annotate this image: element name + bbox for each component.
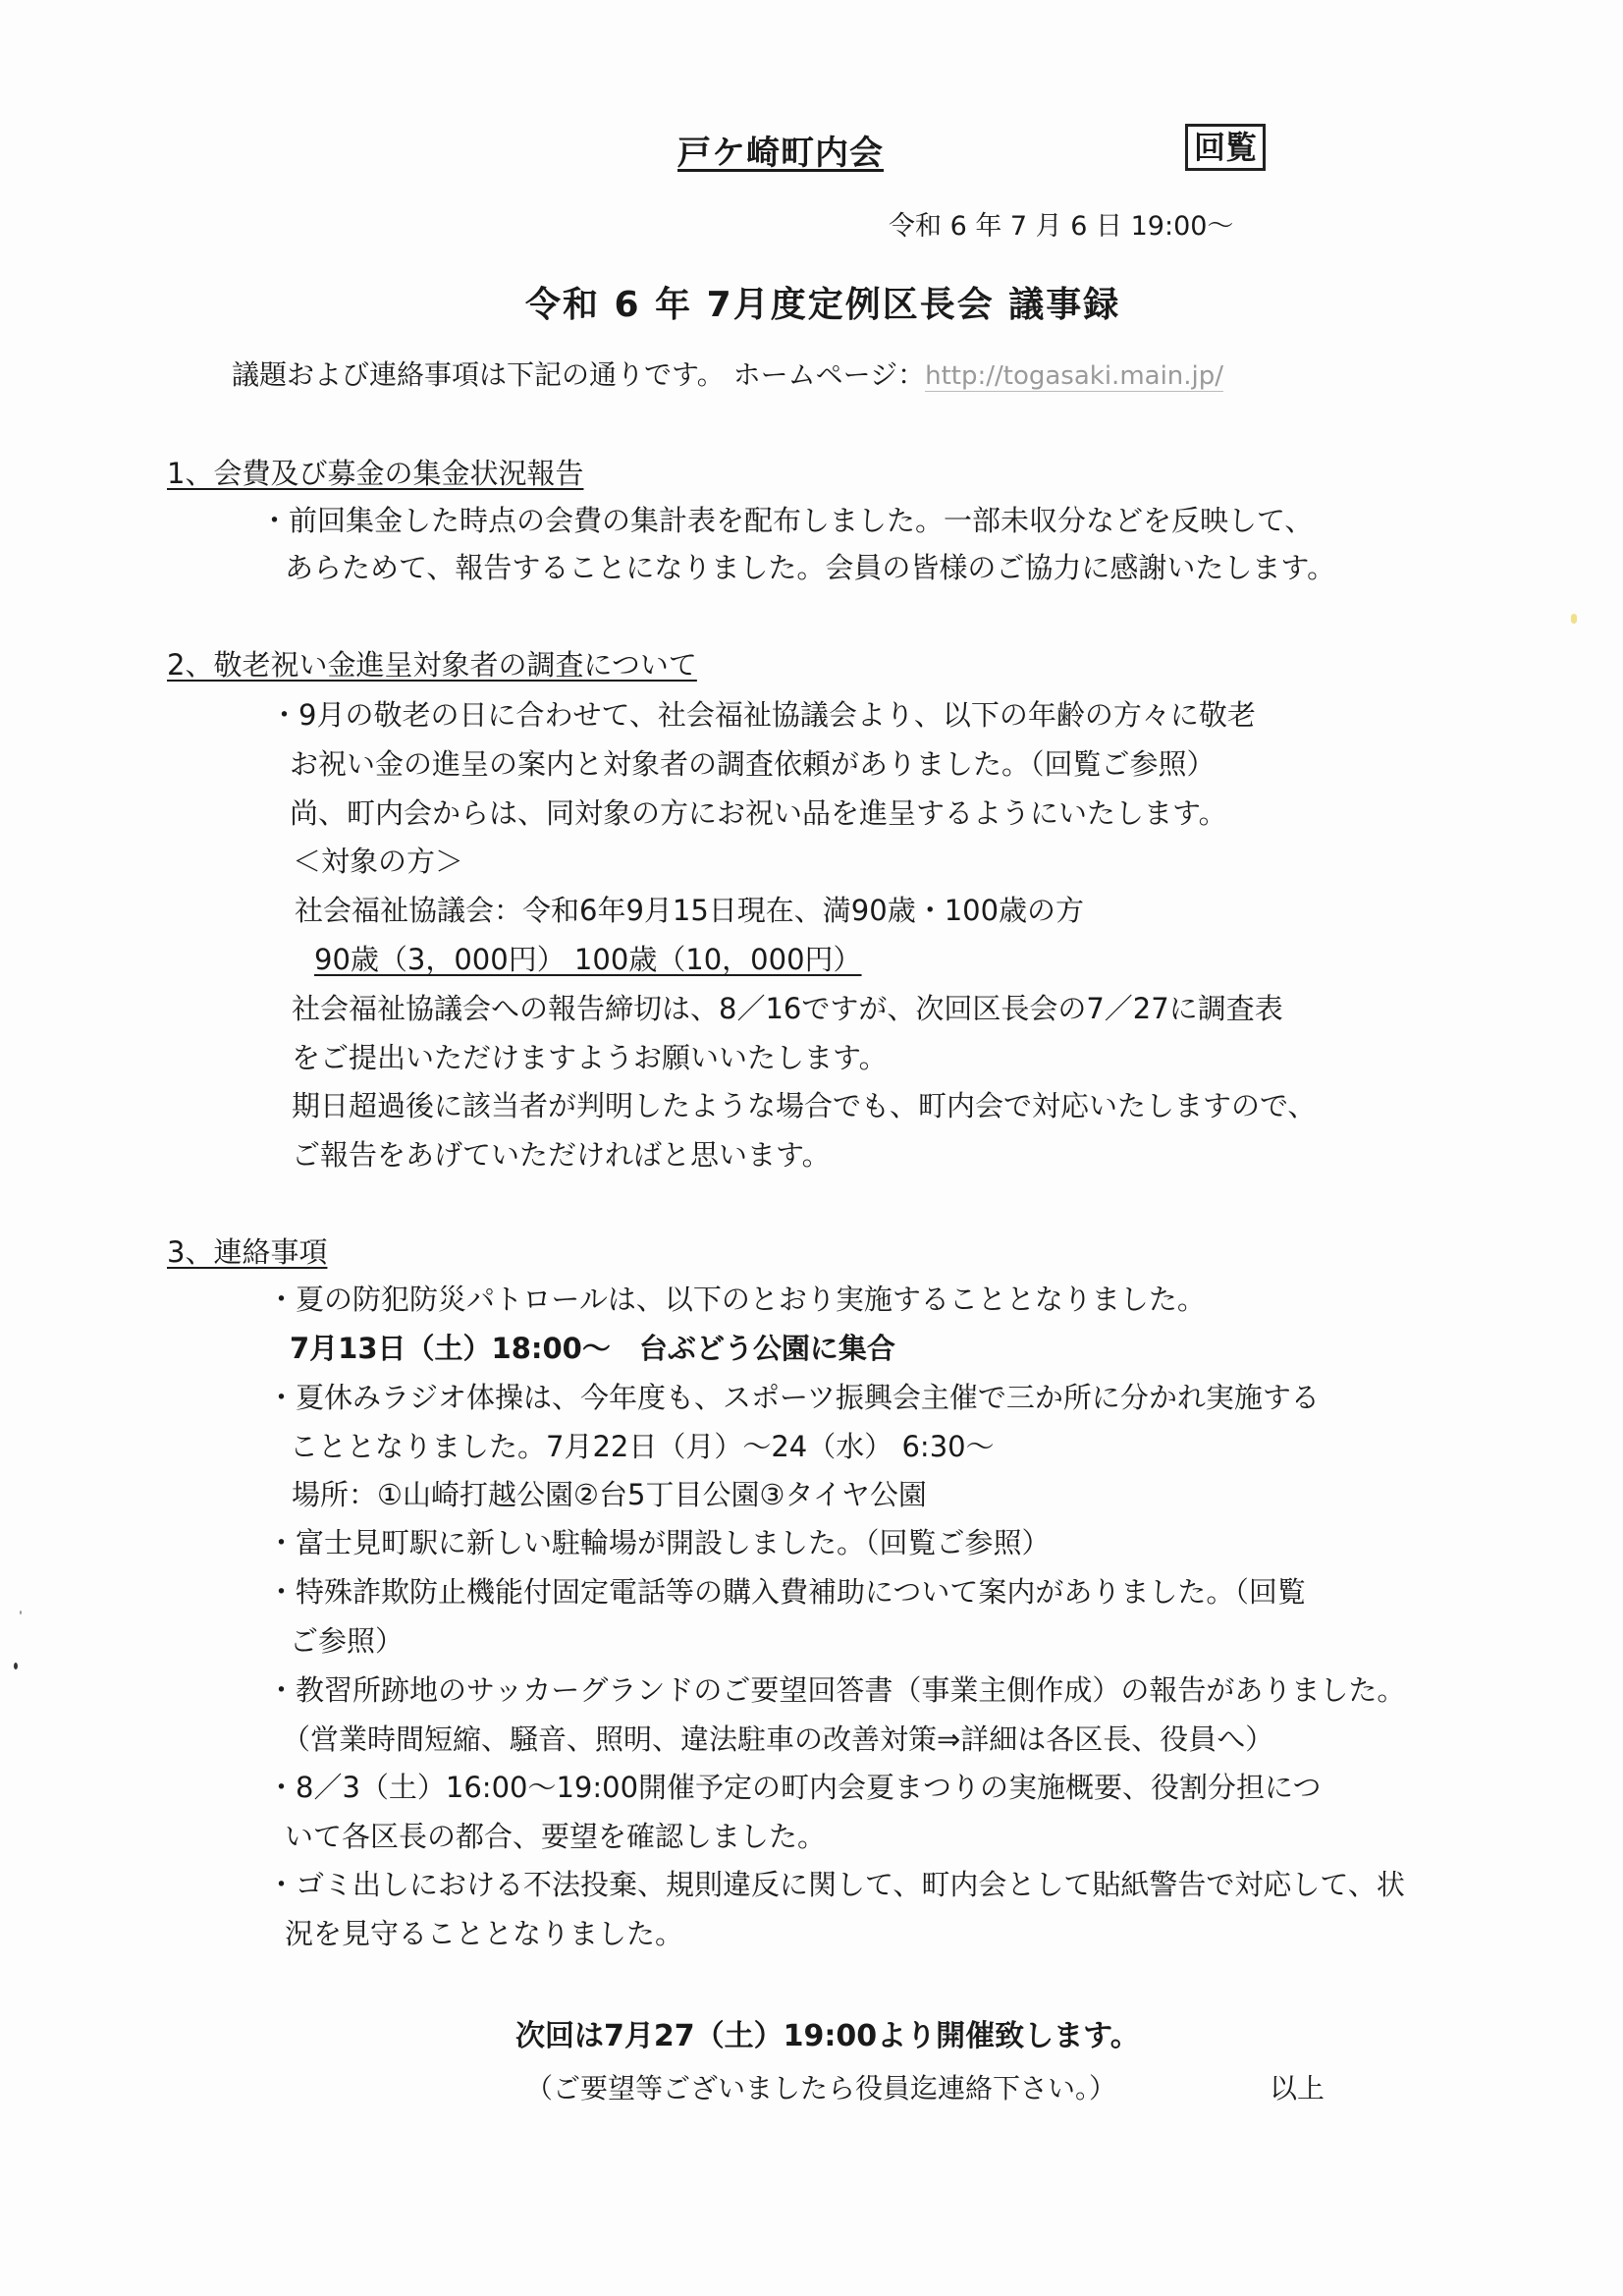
section-3-line: ・夏休みラジオ体操は、今年度も、スポーツ振興会主催で三か所に分かれ実施する <box>267 1381 1320 1414</box>
section-3-line: （営業時間短縮、騒音、照明、違法駐車の改善対策⇒詳細は各区長、役員へ） <box>282 1722 1274 1756</box>
section-2-line: 社会福祉協議会：令和6年9月15日現在、満90歳・100歳の方 <box>295 894 1085 927</box>
contact-request: （ご要望等ございましたら役員迄連絡下さい。） <box>525 2072 1117 2105</box>
circulation-stamp: 回覧 <box>1185 124 1266 171</box>
section-2-line: お祝い金の進呈の案内と対象者の調査依頼がありました。（回覧ご参照） <box>290 747 1216 781</box>
document-title: 令和 6 年 7月度定例区長会 議事録 <box>525 285 1121 325</box>
section-2-line: ・9月の敬老の日に合わせて、社会福祉協議会より、以下の年齢の方々に敬老 <box>270 698 1256 732</box>
section-3-heading: 3、連絡事項 <box>167 1235 328 1269</box>
gift-amounts: 90歳（3，000円） 100歳（10，000円） <box>314 943 862 976</box>
scan-speck <box>14 1663 18 1669</box>
section-2-line: ご報告をあげていただければと思います。 <box>292 1138 831 1172</box>
intro-text: 議題および連絡事項は下記の通りです。 ホームページ： <box>232 358 926 391</box>
section-3-line: こととなりました。7月22日（月）～24（水） 6:30～ <box>290 1430 995 1463</box>
scan-speck <box>20 1611 22 1614</box>
section-3-line: ・特殊詐欺防止機能付固定電話等の購入費補助について案内がありました。（回覧 <box>267 1575 1306 1609</box>
section-2-line: 社会福祉協議会への報告締切は、8／16ですが、次回区長会の7／27に調査表 <box>292 992 1283 1025</box>
section-2-line: 尚、町内会からは、同対象の方にお祝い品を進呈するようにいたします。 <box>290 796 1227 830</box>
section-3-line: ・ゴミ出しにおける不法投棄、規則違反に関して、町内会として貼紙警告で対応して、状 <box>267 1868 1405 1901</box>
patrol-schedule: 7月13日（土）18:00～ 台ぶどう公園に集合 <box>290 1332 895 1365</box>
section-3-line: 場所：①山崎打越公園②台5丁目公園③タイヤ公園 <box>292 1478 927 1511</box>
section-2-heading: 2、敬老祝い金進呈対象者の調査について <box>167 648 697 682</box>
intro-line <box>232 354 1223 393</box>
section-3-line: 況を見守ることとなりました。 <box>285 1917 684 1950</box>
target-heading: ＜対象の方＞ <box>293 845 464 878</box>
section-1-line: あらためて、報告することになりました。会員の皆様のご協力に感謝いたします。 <box>285 551 1336 584</box>
section-3-line: ・夏の防犯防災パトロールは、以下のとおり実施することとなりました。 <box>267 1283 1206 1316</box>
scan-speck <box>1571 614 1577 624</box>
section-3-line: ご参照） <box>290 1624 405 1658</box>
section-3-line: ・教習所跡地のサッカーグランドのご要望回答書（事業主側作成）の報告がありました。 <box>267 1673 1406 1707</box>
section-3-line: ・富士見町駅に新しい駐輪場が開設しました。（回覧ご参照） <box>267 1526 1051 1559</box>
section-1-line: ・前回集金した時点の会費の集計表を配布しました。一部未収分などを反映して、 <box>260 504 1314 537</box>
section-2-line: 期日超過後に該当者が判明したような場合でも、町内会で対応いたしますので、 <box>292 1089 1317 1122</box>
section-3-line: ・8／3（土）16:00～19:00開催予定の町内会夏まつりの実施概要、役割分担につ <box>267 1771 1322 1804</box>
organization-name: 戸ケ崎町内会 <box>677 134 884 173</box>
section-1-heading: 1、会費及び募金の集金状況報告 <box>167 457 584 490</box>
next-meeting-notice: 次回は7月27（土）19:00より開催致します。 <box>515 2019 1140 2053</box>
homepage-link[interactable]: http://togasaki.main.jp/ <box>925 361 1224 391</box>
section-2-line: をご提出いただけますようお願いいたします。 <box>292 1041 888 1074</box>
section-3-line: いて各区長の都合、要望を確認しました。 <box>285 1820 827 1853</box>
closing-mark: 以上 <box>1270 2072 1325 2105</box>
meeting-date: 令和 6 年 7 月 6 日 19:00～ <box>889 211 1234 242</box>
